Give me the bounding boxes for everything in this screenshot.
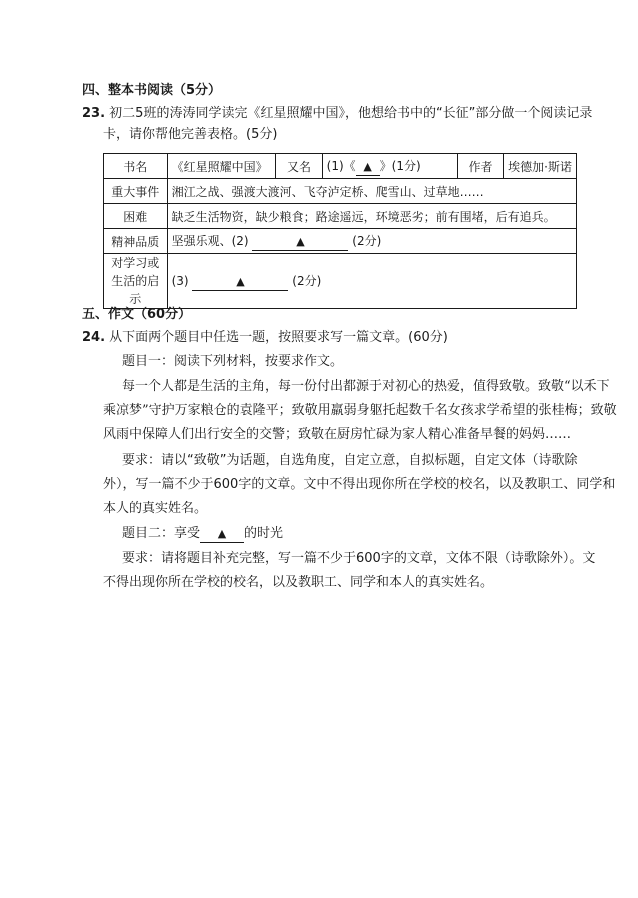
table-row-events (104, 179, 577, 204)
question-23-line-2: 卡，请你帮他完善表格。(5分) (103, 127, 278, 142)
inspiration-label-line-2: 生活的启示 (111, 274, 160, 306)
alias-prefix: (1)《 (326, 158, 356, 173)
material-line-3: 风雨中保障人们出行安全的交警；致敬在厨房忙碌为家人精心准备早餐的妈妈…… (103, 427, 572, 442)
requirement-1-line-1: 要求：请以“致敬”为话题，自选角度，自定立意，自拟标题，自定文体（诗歌除 (122, 453, 578, 468)
section-4-heading: 四、整本书阅读（5分） (82, 83, 222, 98)
topic-2-prefix: 题目二：享受 (122, 526, 201, 541)
inspiration-score: (2分) (292, 273, 322, 288)
table-row-inspiration (104, 254, 577, 309)
inspiration-cell (167, 254, 576, 309)
events-value: 湘江之战、强渡大渡河、飞夺泸定桥、爬雪山、过草地…… (167, 179, 576, 204)
requirement-1-line-3: 本人的真实姓名。 (103, 501, 208, 516)
book-label: 书名 (104, 154, 168, 179)
spirit-answer-blank[interactable] (252, 233, 348, 251)
question-24-number: 24. (82, 330, 106, 345)
table-row-spirit (104, 229, 577, 254)
difficulty-label: 困难 (104, 204, 168, 229)
inspiration-prefix: (3) (171, 273, 189, 288)
topic-2-suffix: 的时光 (244, 526, 284, 541)
material-line-1: 每一个人都是生活的主角，每一份付出都源于对初心的热爱，值得致敬。致敬“以禾下 (122, 379, 610, 394)
material-line-2: 乘凉梦”守护万家粮仓的袁隆平；致敬用羸弱身躯托起数千名女孩求学希望的张桂梅；致敬 (103, 403, 617, 418)
alias-label: 又名 (276, 154, 322, 179)
requirement-2-line-1: 要求：请将题目补充完整，写一篇不少于600字的文章，文体不限（诗歌除外）。文 (122, 551, 596, 566)
book-value: 《红星照耀中国》 (167, 154, 276, 179)
inspiration-label (104, 254, 168, 309)
topic-2-answer-blank[interactable] (200, 526, 244, 543)
requirement-2-line-2: 不得出现你所在学校的校名，以及教职工、同学和本人的真实姓名。 (103, 575, 494, 590)
section-5-heading: 五、作文（60分） (82, 307, 192, 322)
inspiration-label-line-1: 对学习或 (111, 256, 160, 270)
spirit-score: (2分) (352, 233, 382, 248)
question-24-text: 从下面两个题目中任选一题，按照要求写一篇文章。(60分) (109, 330, 448, 345)
author-label: 作者 (457, 154, 503, 179)
difficulty-value: 缺乏生活物资，缺少粮食；路途遥远，环境恶劣；前有围堵，后有追兵。 (167, 204, 576, 229)
blank-marker-icon: ▲ (236, 274, 245, 288)
events-label: 重大事件 (104, 179, 168, 204)
question-23-number: 23. (82, 106, 106, 121)
alias-answer-blank[interactable] (356, 158, 380, 176)
blank-marker-icon: ▲ (217, 527, 227, 540)
topic-1-title: 题目一：阅读下列材料，按要求作文。 (122, 354, 344, 369)
blank-marker-icon: ▲ (363, 159, 372, 173)
alias-suffix: 》(1分) (379, 158, 421, 173)
table-row-difficulty (104, 204, 577, 229)
table-row-book (104, 154, 577, 179)
question-23-line-1 (82, 104, 592, 124)
author-value: 埃德加·斯诺 (504, 154, 577, 179)
reading-record-table (103, 153, 577, 309)
question-23-text-1: 初二5班的涛涛同学读完《红星照耀中国》，他想给书中的“长征”部分做一个阅读记录 (109, 106, 593, 121)
alias-cell (322, 154, 457, 179)
inspiration-answer-blank[interactable] (192, 273, 288, 291)
question-24-line (82, 328, 448, 348)
spirit-label: 精神品质 (104, 229, 168, 254)
spirit-cell (167, 229, 576, 254)
spirit-prefix: 坚强乐观、(2) (171, 233, 249, 248)
topic-2-title (122, 524, 283, 544)
blank-marker-icon: ▲ (296, 234, 305, 248)
requirement-1-line-2: 外），写一篇不少于600字的文章。文中不得出现你所在学校的校名，以及教职工、同学和 (103, 477, 616, 492)
